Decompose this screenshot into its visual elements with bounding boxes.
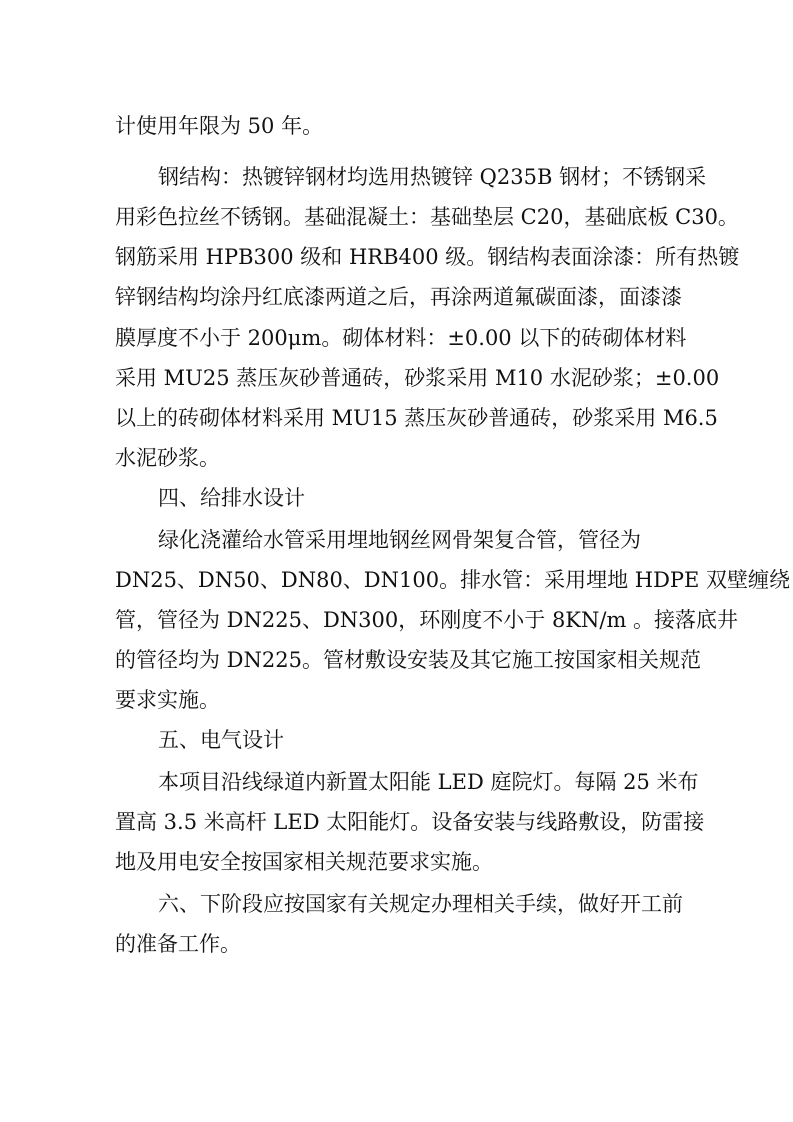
text-line: 锌钢结构均涂丹红底漆两道之后，再涂两道氟碳面漆，面漆漆 bbox=[115, 285, 682, 309]
text-line: 要求实施。 bbox=[115, 688, 220, 712]
text-line: 管，管径为 DN225、DN300，环刚度不小于 8KN/m 。接落底井 bbox=[115, 608, 739, 632]
text-line: 计使用年限为 50 年。 bbox=[115, 114, 324, 138]
text-line: 钢筋采用 HPB300 级和 HRB400 级。钢结构表面涂漆：所有热镀 bbox=[115, 245, 740, 269]
text-line: 以上的砖砌体材料采用 MU15 蒸压灰砂普通砖，砂浆采用 M6.5 bbox=[115, 406, 718, 430]
section-heading: 六、下阶段应按国家有关规定办理相关手续，做好开工前 bbox=[158, 892, 683, 916]
text-line: 绿化浇灌给水管采用埋地钢丝网骨架复合管，管径为 bbox=[158, 528, 641, 552]
text-line: 钢结构：热镀锌钢材均选用热镀锌 Q235B 钢材；不锈钢采 bbox=[158, 165, 707, 189]
text-line: 的管径均为 DN225。管材敷设安装及其它施工按国家相关规范 bbox=[115, 648, 701, 672]
section-heading: 五、电气设计 bbox=[158, 728, 284, 752]
text-line: 地及用电安全按国家相关规范要求实施。 bbox=[115, 850, 493, 874]
section-heading: 四、给排水设计 bbox=[158, 486, 305, 510]
text-line: DN25、DN50、DN80、DN100。排水管：采用埋地 HDPE 双壁缠绕 bbox=[115, 568, 791, 592]
text-line: 置高 3.5 米高杆 LED 太阳能灯。设备安装与线路敷设，防雷接 bbox=[115, 810, 705, 834]
text-line: 水泥砂浆。 bbox=[115, 446, 220, 470]
text-line: 的准备工作。 bbox=[115, 932, 241, 956]
text-line: 采用 MU25 蒸压灰砂普通砖，砂浆采用 M10 水泥砂浆；±0.00 bbox=[115, 366, 720, 390]
text-line: 膜厚度不小于 200μm。砌体材料：±0.00 以下的砖砌体材料 bbox=[115, 326, 687, 350]
text-line: 本项目沿线绿道内新置太阳能 LED 庭院灯。每隔 25 米布 bbox=[158, 770, 699, 794]
text-line: 用彩色拉丝不锈钢。基础混凝土：基础垫层 C20，基础底板 C30。 bbox=[115, 205, 739, 229]
